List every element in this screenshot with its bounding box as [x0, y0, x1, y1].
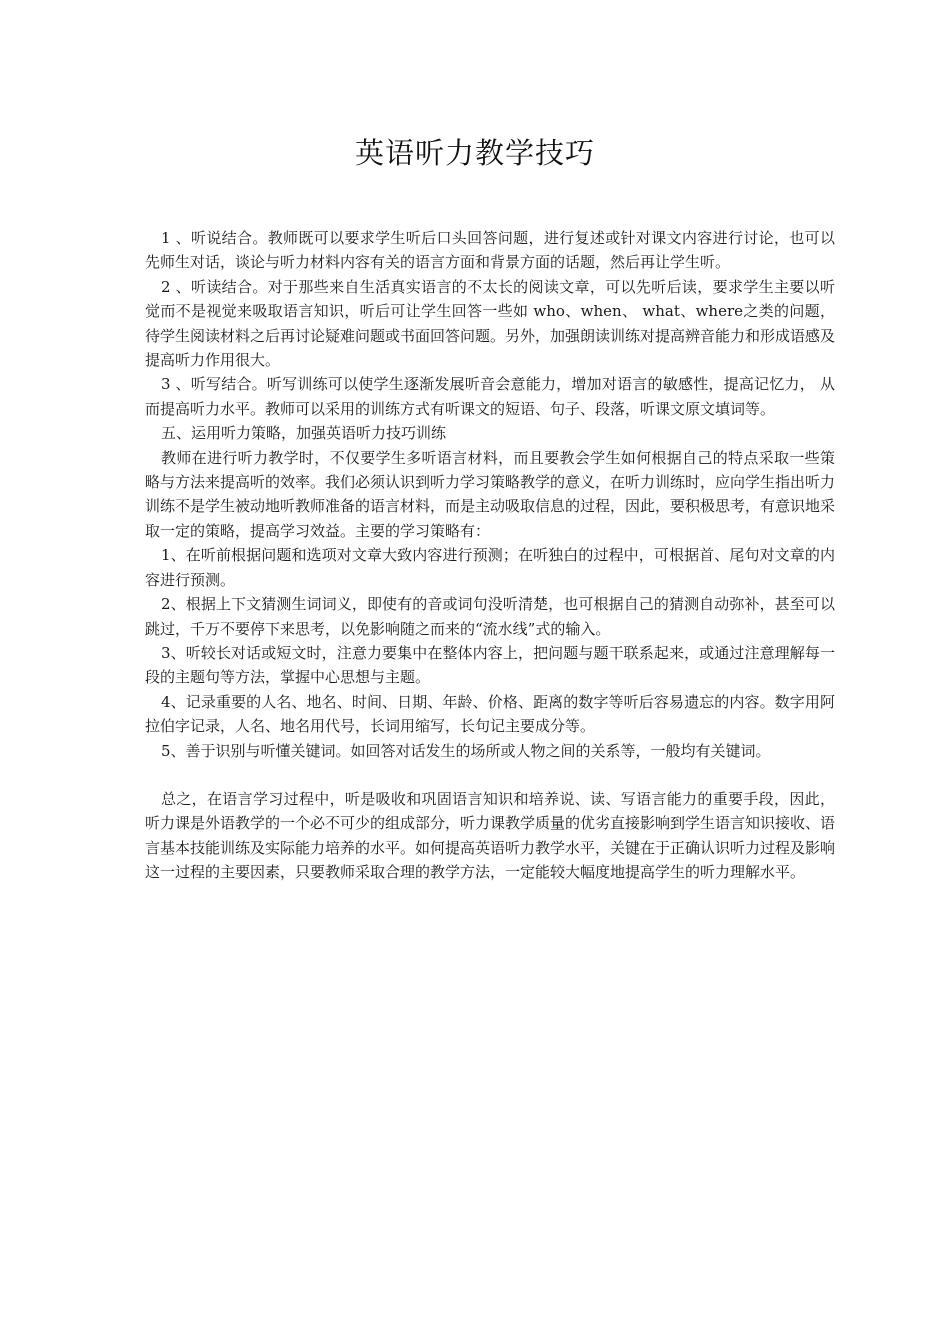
paragraph-listening-reading: 2 、听读结合。对于那些来自生活真实语言的不太长的阅读文章，可以先听后读，要求学生主要以听觉而不是视觉来吸取语言知识，听后可让学生回答一些如 who、when、 what、where之类的问题，待学生阅读材料之后再讨论疑难问题或书面回答问题。另外，加强朗读训练对提高辨音能力和形成语感及提高听力作用很大。	[145, 277, 836, 370]
list-item-strategy-2: 2、根据上下文猜测生词词义，即使有的音或词句没听清楚，也可根据自己的猜测自动弥补，甚至可以跳过，千万不要停下来思考，以免影响随之而来的“流水线”式的输入。	[145, 595, 835, 638]
list-item-strategy-4: 4、记录重要的人名、地名、时间、日期、年龄、价格、距离的数字等听后容易遗忘的内容。数字用阿拉伯字记录，人名、地名用代号，长词用缩写，长句记主要成分等。	[145, 692, 835, 736]
list-item-strategy-3: 3、听较长对话或短文时，注意力要集中在整体内容上，把问题与题干联系起来，或通过注意理解每一段的主题句等方法，掌握中心思想与主题。	[145, 643, 835, 687]
paragraph-listening-speaking: 1 、听说结合。教师既可以要求学生听后口头回答问题，进行复述或针对课文内容进行讨论，也可以先师生对话，谈论与听力材料内容有关的语言方面和背景方面的话题，然后再让学生听。	[145, 229, 835, 272]
paragraph-conclusion: 总之，在语言学习过程中，听是吸收和巩固语言知识和培养说、读、写语言能力的重要手段，因此，听力课是外语教学的一个必不可少的组成部分，听力课教学质量的优劣直接影响到学生语言知识接收、语言基本技能训练及实际能力培养的水平。如何提高英语听力教学水平，关键在于正确认识听力过程及影响这一过程的主要因素，只要教师采取合理的教学方法，一定能较大幅度地提高学生的听力理解水平。	[145, 789, 836, 882]
document-body	[145, 226, 835, 885]
list-item-strategy-5: 5、善于识别与听懂关键词。如回答对话发生的场所或人物之间的关系等，一般均有关键词。	[161, 741, 771, 760]
list-item-strategy-1: 1、在听前根据问题和选项对文章大致内容进行预测；在听独白的过程中，可根据首、尾句对文章的内容进行预测。	[145, 546, 835, 589]
document-title: 英语听力教学技巧	[354, 136, 595, 170]
paragraph-listening-writing: 3 、听写结合。听写训练可以使学生逐渐发展听音会意能力，增加对语言的敏感性，提高记忆力， 从而提高听力水平。教师可以采用的训练方式有听课文的短语、句子、段落，听课文原文填词等。	[145, 375, 835, 418]
section-heading-strategies: 五、运用听力策略，加强英语听力技巧训练	[161, 424, 447, 443]
paragraph-strategies-intro: 教师在进行听力教学时，不仅要学生多听语言材料，而且要教会学生如何根据自己的特点采取一些策略与方法来提高听的效率。我们必须认识到听力学习策略教学的意义，在听力训练时，应向学生指出听力训练不是学生被动地听教师准备的语言材料，而是主动吸取信息的过程，因此，要积极思考，有意识地采取一定的策略，提高学习效益。主要的学习策略有：	[145, 448, 836, 540]
